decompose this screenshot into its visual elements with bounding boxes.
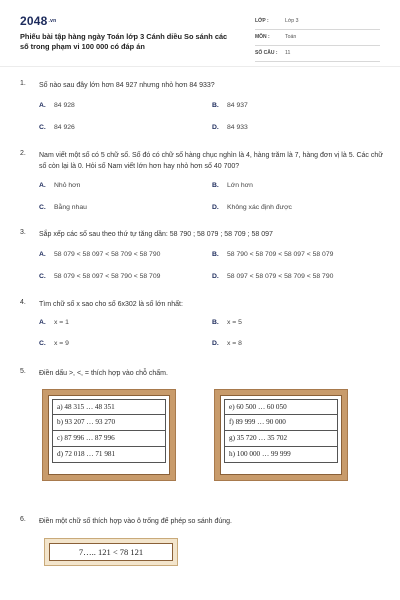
comparison-box-right [214, 389, 348, 481]
option-text: 58 079 < 58 097 < 58 709 < 58 790 [54, 251, 161, 258]
option-text: x = 1 [54, 319, 69, 326]
option-text: 58 079 < 58 097 < 58 790 < 58 709 [54, 273, 161, 280]
meta-label: MÔN : [255, 34, 270, 40]
option-letter: A. [39, 102, 46, 109]
option-text: Nhỏ hơn [54, 182, 81, 189]
question-number: 3. [20, 229, 26, 236]
option-text: Bằng nhau [54, 204, 87, 211]
meta-value: 11 [285, 50, 291, 56]
question-6 [20, 516, 385, 536]
comparison-item: a) 48 315 … 48 351 [52, 399, 166, 415]
option-a[interactable] [39, 102, 75, 109]
option-letter: C. [39, 124, 46, 131]
question-text: Tìm chữ số x sao cho số 6x302 là số lớn nhất: [39, 301, 183, 308]
meta-value: Lớp 3 [285, 18, 299, 24]
option-c[interactable] [39, 204, 87, 211]
comparison-box-left [42, 389, 176, 481]
option-letter: D. [212, 204, 219, 211]
option-text: 84 926 [54, 124, 75, 131]
worksheet-title: Phiếu bài tập hàng ngày Toán lớp 3 Cánh diều So sánh các số trong phạm vi 100 000 có đáp án [20, 32, 228, 51]
comparison-item: b) 93 207 … 93 270 [52, 415, 166, 431]
comparison-item: g) 35 720 … 35 702 [224, 431, 338, 447]
option-d[interactable] [212, 340, 242, 347]
option-text: x = 9 [54, 340, 69, 347]
question-number: 2. [20, 150, 26, 157]
option-c[interactable] [39, 340, 69, 347]
question-3 [20, 229, 385, 289]
option-text: Không xác định được [227, 204, 292, 211]
meta-value: Toán [285, 34, 297, 40]
question-text: Nam viết một số có 5 chữ số. Số đó có chữ số hàng chục nghìn là 4, hàng trăm là 7, hàng đơn vị là 5. Các chữ số còn lại là 0. Hỏi số Nam viết lớn hơn hay nhỏ hơn số 40 700? [39, 152, 383, 170]
comparison-item: h) 100 000 … 99 999 [224, 447, 338, 463]
option-b[interactable] [212, 251, 333, 258]
question-number: 1. [20, 80, 26, 87]
option-text: 58 097 < 58 079 < 58 709 < 58 790 [227, 273, 334, 280]
question-number: 5. [20, 368, 26, 375]
option-c[interactable] [39, 273, 160, 280]
option-text: Lớn hơn [227, 182, 253, 189]
fill-digit-box [44, 538, 178, 566]
comparison-item: e) 60 500 … 60 050 [224, 399, 338, 415]
option-b[interactable] [212, 319, 242, 326]
meta-label: SỐ CÂU : [255, 50, 278, 56]
option-letter: A. [39, 182, 46, 189]
fill-digit-expression[interactable]: 7….. 121 < 78 121 [49, 543, 173, 561]
option-b[interactable] [212, 102, 248, 109]
question-text: Điền một chữ số thích hợp vào ô trống để phép so sánh đúng. [39, 518, 232, 525]
option-letter: D. [212, 340, 219, 347]
question-text: Điền dấu >, <, = thích hợp vào chỗ chấm. [39, 370, 168, 377]
option-d[interactable] [212, 273, 333, 280]
comparison-item: d) 72 018 … 71 981 [52, 447, 166, 463]
option-text: 84 928 [54, 102, 75, 109]
option-letter: A. [39, 251, 46, 258]
option-b[interactable] [212, 182, 253, 189]
option-d[interactable] [212, 124, 248, 131]
question-2 [20, 150, 385, 220]
meta-subject-row [255, 32, 380, 46]
question-text: Sắp xếp các số sau theo thứ tự tăng dần: 58 790 ; 58 079 ; 58 709 ; 58 097 [39, 231, 273, 238]
option-letter: D. [212, 124, 219, 131]
option-letter: D. [212, 273, 219, 280]
comparison-item: f) 89 999 … 90 000 [224, 415, 338, 431]
option-a[interactable] [39, 182, 80, 189]
meta-count-row [255, 48, 380, 62]
question-text: Số nào sau đây lớn hơn 84 927 nhưng nhỏ hơn 84 933? [39, 82, 215, 89]
question-4 [20, 299, 385, 359]
option-letter: C. [39, 204, 46, 211]
question-1 [20, 80, 385, 140]
option-letter: B. [212, 182, 219, 189]
option-text: 58 790 < 58 709 < 58 097 < 58 079 [227, 251, 334, 258]
option-text: 84 933 [227, 124, 248, 131]
option-a[interactable] [39, 319, 69, 326]
question-number: 4. [20, 299, 26, 306]
site-logo[interactable] [20, 14, 56, 28]
comparison-box-inner [48, 395, 170, 475]
option-text: x = 8 [227, 340, 242, 347]
option-c[interactable] [39, 124, 75, 131]
option-letter: C. [39, 273, 46, 280]
logo-suffix: .vn [48, 18, 57, 24]
option-letter: B. [212, 319, 219, 326]
comparison-item: c) 87 996 … 87 996 [52, 431, 166, 447]
option-letter: B. [212, 102, 219, 109]
comparison-box-inner [220, 395, 342, 475]
question-number: 6. [20, 516, 26, 523]
option-text: x = 5 [227, 319, 242, 326]
header-divider [0, 66, 400, 67]
option-d[interactable] [212, 204, 292, 211]
option-letter: A. [39, 319, 46, 326]
logo-main: 2048 [20, 14, 48, 28]
meta-class-row [255, 16, 380, 30]
option-text: 84 937 [227, 102, 248, 109]
option-letter: B. [212, 251, 219, 258]
option-a[interactable] [39, 251, 160, 258]
meta-label: LỚP : [255, 18, 269, 24]
option-letter: C. [39, 340, 46, 347]
